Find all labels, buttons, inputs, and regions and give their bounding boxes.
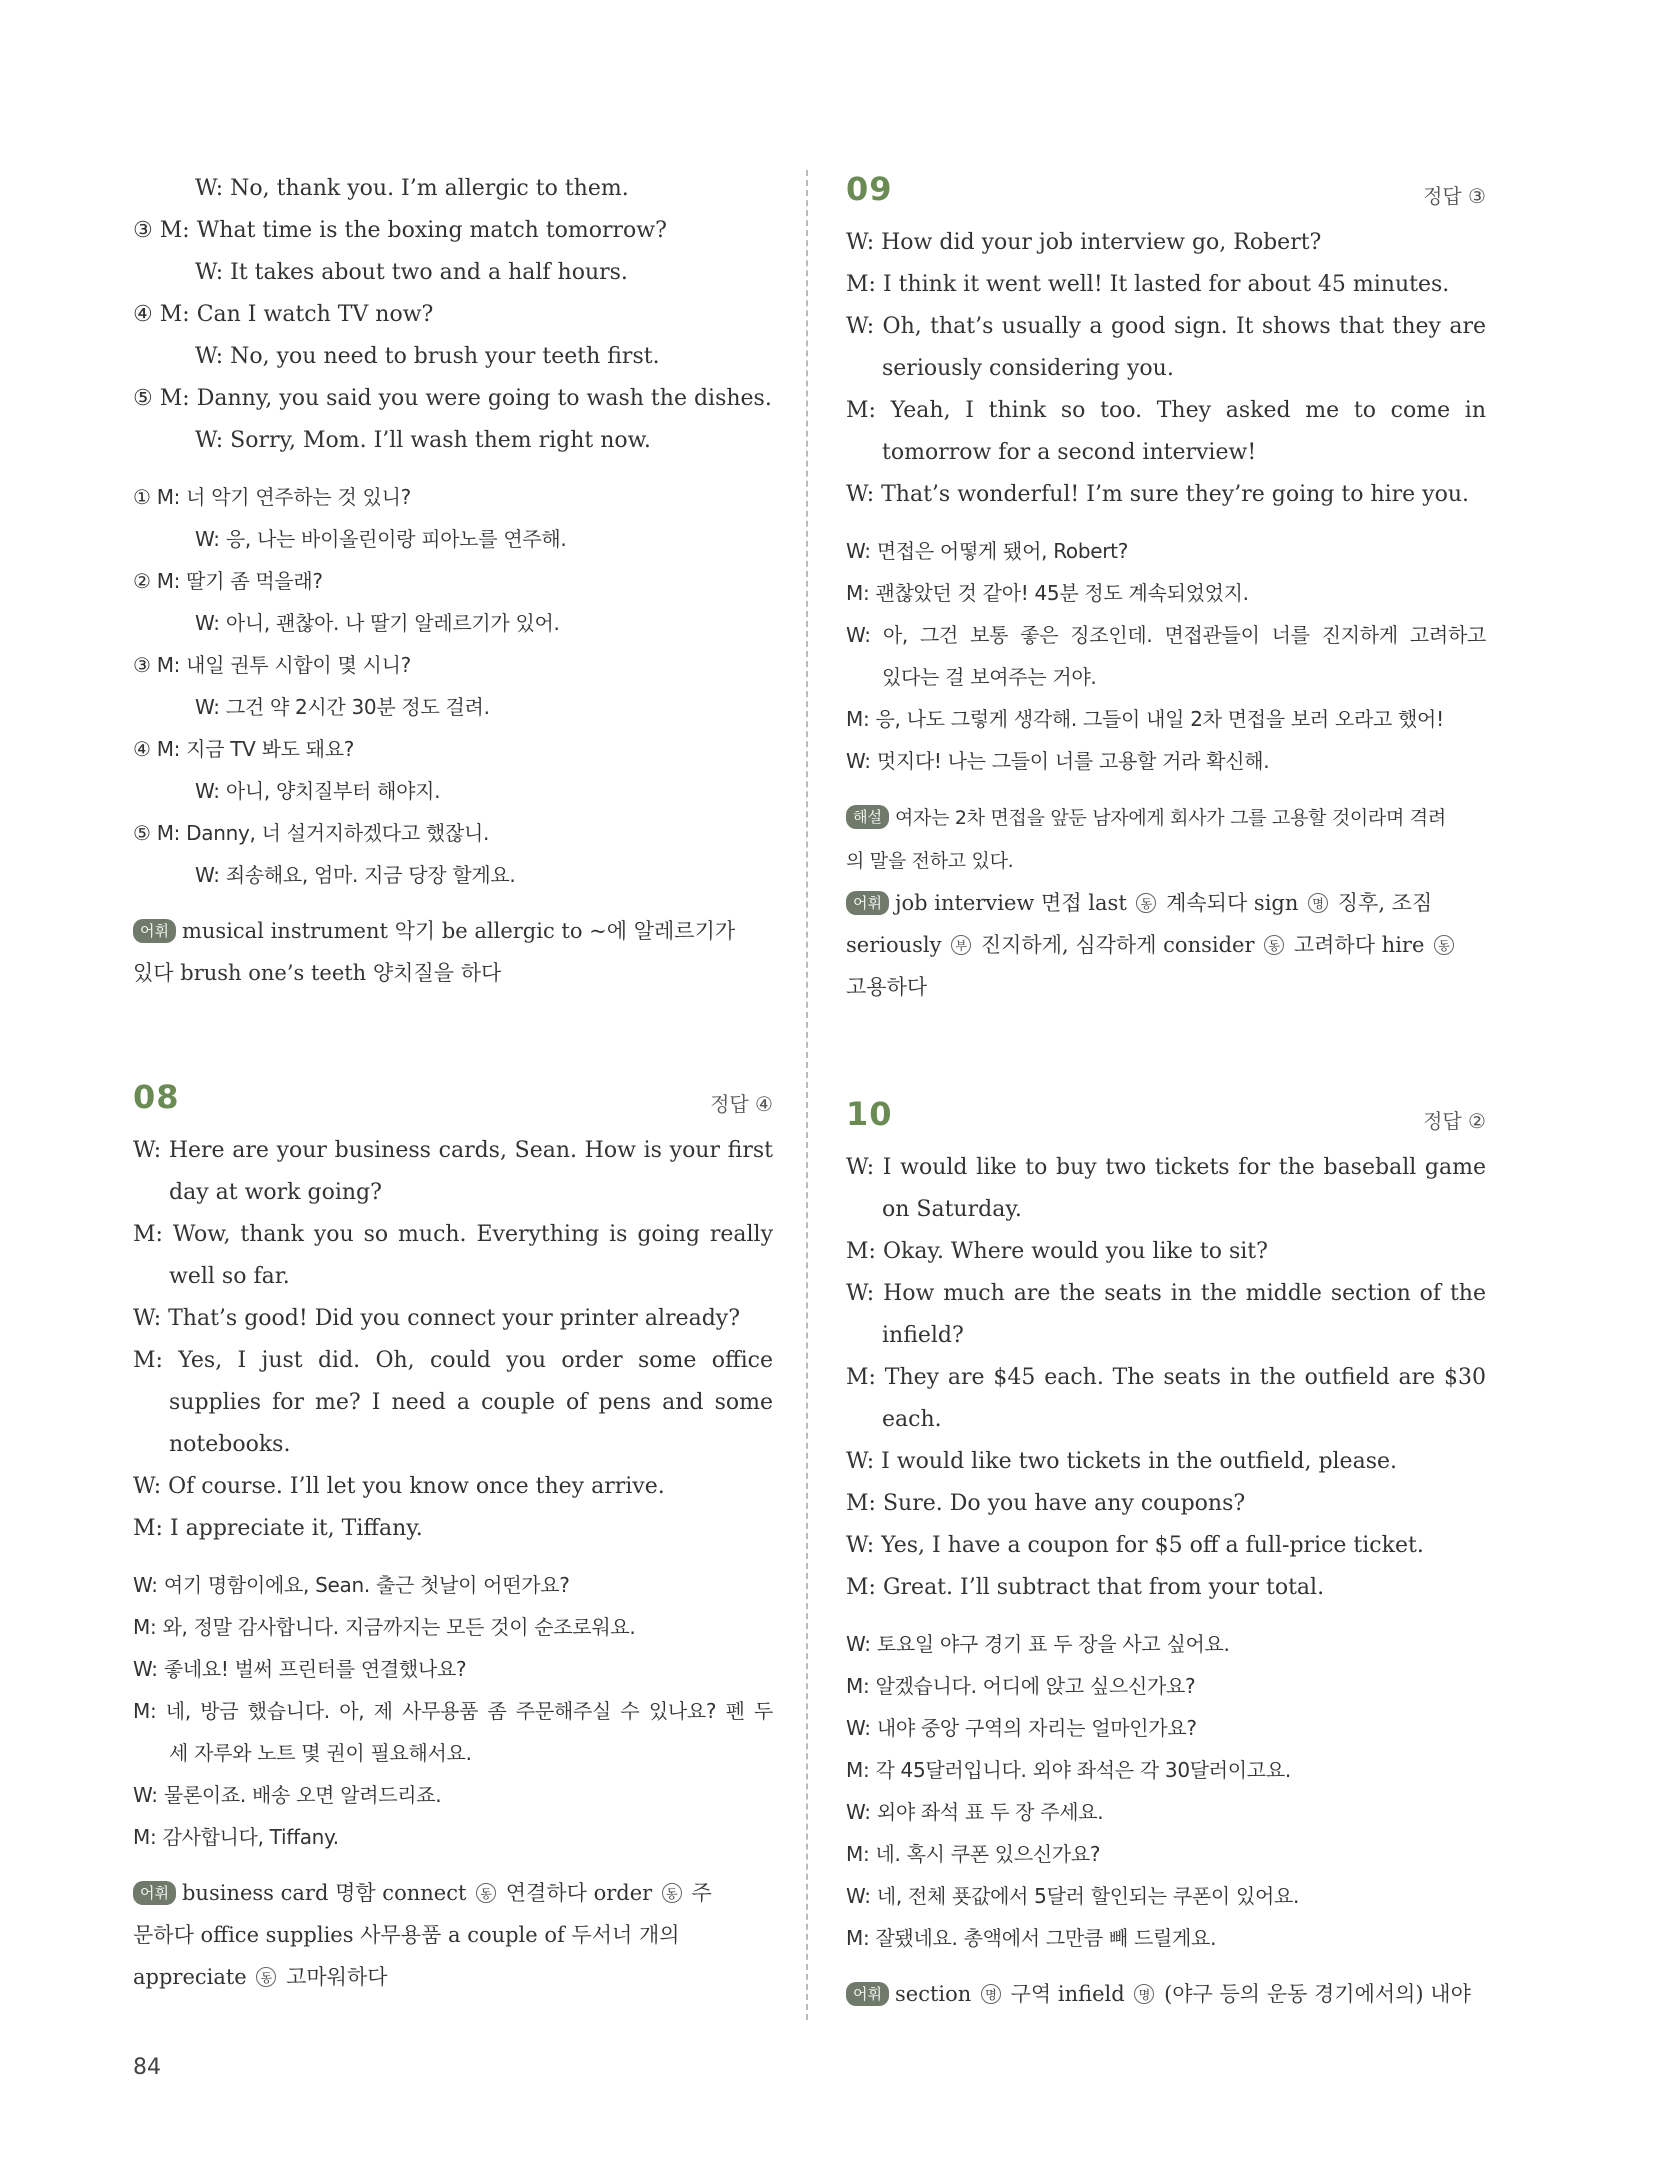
dialogue-line: [846, 614, 1486, 656]
option-number: ③: [133, 653, 151, 677]
speaker-label: M:: [133, 1516, 163, 1541]
explain-text: 의 말을 전하고 있다.: [846, 850, 1014, 872]
vocab-text: 구역 infield: [1003, 1982, 1132, 2006]
vocab-text: 주: [684, 1881, 712, 1905]
dialogue-text: Yeah, I think so too. They asked me to come in: [890, 398, 1486, 423]
dialogue-line: [133, 1648, 773, 1690]
dialogue-line: [133, 854, 773, 896]
dialogue-text: 알겠습니다. 어디에 앉고 싶으신가요?: [875, 1674, 1196, 1698]
dialogue-text: What time is the boxing match tomorrow?: [196, 218, 667, 243]
vocab-text: seriously: [846, 933, 949, 957]
option-number: ④: [133, 302, 153, 327]
speaker-label: M:: [846, 1575, 876, 1600]
dialogue-line: [133, 1466, 773, 1508]
speaker-label: W:: [846, 1884, 871, 1908]
dialogue-text: 네, 방금 했습니다. 아, 제 사무용품 좀 주문해주실 수 있나요? 펜 두: [165, 1699, 773, 1723]
dialogue-text: notebooks.: [169, 1432, 291, 1457]
question-number: 10: [846, 1095, 893, 1133]
dialogue-text: 세 자루와 노트 몇 권이 필요해서요.: [169, 1741, 472, 1765]
speaker-label: W:: [195, 428, 224, 453]
speaker-label: M:: [159, 218, 190, 243]
dialogue-line: [846, 698, 1486, 740]
speaker-label: W:: [133, 1657, 158, 1681]
vocab-text: job interview 면접 last: [894, 891, 1134, 915]
dialogue-line: [846, 530, 1486, 572]
dialogue-line: [133, 1214, 773, 1256]
dialogue-text: 좋네요! 벌써 프린터를 연결했나요?: [163, 1657, 467, 1681]
dialogue-line: [133, 1340, 773, 1382]
dialogue-text: Oh, that’s usually a good sign. It shows that they are: [882, 314, 1486, 339]
dialogue-text: 면접은 어떻게 됐어, Robert?: [876, 539, 1129, 563]
dialogue-line: [133, 1816, 773, 1858]
dialogue-line: [133, 728, 773, 770]
option-number: ④: [133, 737, 151, 761]
dialogue-line: [133, 686, 773, 728]
dialogue-text: 아니, 괜찮아. 나 딸기 알레르기가 있어.: [225, 611, 560, 635]
speaker-label: W:: [133, 1306, 162, 1331]
speaker-label: M:: [156, 485, 181, 509]
speaker-label: W:: [846, 314, 875, 339]
dialogue-line-continued: [846, 1399, 1486, 1441]
noun-mark: 명: [981, 1984, 1001, 2004]
q08-vocabulary: [133, 1872, 773, 1998]
dialogue-line-continued: [846, 432, 1486, 474]
q07-vocabulary: [133, 910, 773, 994]
dialogue-text: No, you need to brush your teeth first.: [230, 344, 660, 369]
dialogue-text: 있다는 걸 보여주는 거야.: [882, 665, 1097, 689]
dialogue-text: 응, 나도 그렇게 생각해. 그들이 내일 2차 면접을 보러 오라고 했어!: [875, 707, 1444, 731]
dialogue-line: [846, 1441, 1486, 1483]
speaker-label: M:: [846, 398, 876, 423]
speaker-label: W:: [846, 1155, 875, 1180]
dialogue-line: [846, 1567, 1486, 1609]
speaker-label: W:: [846, 1281, 875, 1306]
dialogue-text: 아, 그건 보통 좋은 징조인데. 면접관들이 너를 진지하게 고려하고: [882, 623, 1486, 647]
dialogue-text: 괜찮았던 것 같아! 45분 정도 계속되었었지.: [875, 581, 1249, 605]
dialogue-line: [133, 1130, 773, 1172]
speaker-label: W:: [195, 260, 224, 285]
dialogue-text: 내야 중앙 구역의 자리는 얼마인가요?: [876, 1716, 1197, 1740]
dialogue-text: tomorrow for a second interview!: [882, 440, 1257, 465]
dialogue-line-continued: [846, 656, 1486, 698]
speaker-label: M:: [133, 1222, 163, 1247]
dialogue-text: I would like two tickets in the outfield, please.: [881, 1449, 1397, 1474]
vocab-text: 고려하다 hire: [1287, 933, 1432, 957]
q09-english-script: [846, 222, 1486, 516]
vocab-text: business card 명함 connect: [181, 1881, 474, 1905]
explain-text: 여자는 2차 면접을 앞둔 남자에게 회사가 그를 고용할 것이라며 격려: [894, 807, 1446, 829]
answer-label: 정답 ④: [710, 1092, 773, 1116]
speaker-label: M:: [133, 1699, 157, 1723]
dialogue-line: [133, 1690, 773, 1732]
dialogue-text: 그건 약 2시간 30분 정도 걸려.: [225, 695, 490, 719]
speaker-label: W:: [195, 176, 224, 201]
dialogue-line: [846, 1833, 1486, 1875]
dialogue-line: [133, 294, 773, 336]
option-number: ⑤: [133, 821, 151, 845]
verb-mark: 동: [1434, 935, 1454, 955]
dialogue-line: [133, 420, 773, 462]
dialogue-line: [133, 644, 773, 686]
speaker-label: M:: [846, 1365, 876, 1390]
q09-explanation: [846, 796, 1486, 882]
dialogue-text: How did your job interview go, Robert?: [881, 230, 1322, 255]
dialogue-line-continued: [846, 348, 1486, 390]
dialogue-text: 죄송해요, 엄마. 지금 당장 할게요.: [225, 863, 516, 887]
speaker-label: W:: [846, 1632, 871, 1656]
speaker-label: W:: [846, 1449, 875, 1474]
dialogue-text: Yes, I have a coupon for $5 off a full-price ticket.: [881, 1533, 1424, 1558]
q10-english-script: [846, 1147, 1486, 1609]
dialogue-text: seriously considering you.: [882, 356, 1174, 381]
dialogue-text: 네. 혹시 쿠폰 있으신가요?: [875, 1842, 1101, 1866]
speaker-label: W:: [195, 527, 220, 551]
option-number: ③: [133, 218, 153, 243]
dialogue-text: Of course. I’ll let you know once they arrive.: [168, 1474, 665, 1499]
dialogue-text: Can I watch TV now?: [196, 302, 434, 327]
dialogue-text: 딸기 좀 먹을래?: [186, 569, 323, 593]
vocab-tag: 어휘: [133, 1881, 176, 1905]
option-number: ②: [133, 569, 151, 593]
dialogue-line-continued: [133, 1256, 773, 1298]
dialogue-text: It takes about two and a half hours.: [230, 260, 628, 285]
q10-korean-script: [846, 1623, 1486, 1959]
vocab-text: 있다 brush one’s teeth 양치질을 하다: [133, 961, 502, 985]
dialogue-text: well so far.: [169, 1264, 290, 1289]
verb-mark: 동: [662, 1883, 682, 1903]
dialogue-line: [846, 390, 1486, 432]
question-number: 08: [133, 1078, 180, 1116]
dialogue-line: [133, 1508, 773, 1550]
dialogue-line: [133, 602, 773, 644]
dialogue-line: [133, 1774, 773, 1816]
dialogue-line: [133, 210, 773, 252]
q07-korean-script: [133, 476, 773, 896]
q09-section: [846, 170, 1486, 1008]
verb-mark: 동: [256, 1967, 276, 1987]
vocab-tag: 어휘: [133, 919, 176, 943]
dialogue-line: [133, 252, 773, 294]
dialogue-line: [846, 1665, 1486, 1707]
dialogue-text: Sorry, Mom. I’ll wash them right now.: [230, 428, 651, 453]
speaker-label: M:: [846, 581, 870, 605]
q10-header: [846, 1095, 1486, 1143]
vocab-text: musical instrument 악기 be allergic to ~에 알레르기가: [181, 919, 736, 943]
vocab-text: 고마워하다: [279, 1965, 388, 1989]
vocab-text: 문하다 office supplies 사무용품 a couple of 두서너 개의: [133, 1923, 680, 1947]
question-number: 09: [846, 170, 893, 208]
speaker-label: W:: [133, 1474, 162, 1499]
dialogue-text: on Saturday.: [882, 1197, 1022, 1222]
dialogue-line: [846, 474, 1486, 516]
dialogue-line-continued: [133, 1382, 773, 1424]
dialogue-line-continued: [846, 1189, 1486, 1231]
dialogue-line: [846, 572, 1486, 614]
dialogue-line: [133, 168, 773, 210]
answer-label: 정답 ②: [1423, 1109, 1486, 1133]
dialogue-text: No, thank you. I’m allergic to them.: [230, 176, 629, 201]
dialogue-line: [133, 378, 773, 420]
dialogue-line: [846, 1623, 1486, 1665]
dialogue-line-continued: [133, 1732, 773, 1774]
speaker-label: W:: [195, 344, 224, 369]
vocab-tag: 어휘: [846, 891, 889, 915]
dialogue-line: [846, 1483, 1486, 1525]
dialogue-line: [846, 1273, 1486, 1315]
q10-section: [846, 1095, 1486, 2015]
verb-mark: 동: [476, 1883, 496, 1903]
speaker-label: W:: [846, 1533, 875, 1558]
q08-english-script: [133, 1130, 773, 1550]
dialogue-line: [846, 1749, 1486, 1791]
dialogue-text: 각 45달러입니다. 외야 좌석은 각 30달러이고요.: [875, 1758, 1291, 1782]
noun-mark: 명: [1308, 893, 1328, 913]
dialogue-text: Okay. Where would you like to sit?: [882, 1239, 1268, 1264]
q08-section: [133, 1078, 773, 1998]
speaker-label: M:: [133, 1615, 157, 1639]
dialogue-line-continued: [133, 1172, 773, 1214]
q08-header: [133, 1078, 773, 1126]
speaker-label: W:: [195, 695, 220, 719]
speaker-label: M:: [846, 1758, 870, 1782]
speaker-label: M:: [846, 1842, 870, 1866]
dialogue-text: I think it went well! It lasted for about 45 minutes.: [882, 272, 1450, 297]
dialogue-text: 여기 명함이에요, Sean. 출근 첫날이 어떤가요?: [163, 1573, 570, 1597]
dialogue-line-continued: [133, 1424, 773, 1466]
dialogue-text: 와, 정말 감사합니다. 지금까지는 모든 것이 순조로워요.: [162, 1615, 636, 1639]
dialogue-line: [846, 222, 1486, 264]
dialogue-text: Sure. Do you have any coupons?: [882, 1491, 1246, 1516]
dialogue-text: That’s wonderful! I’m sure they’re going to hire you.: [881, 482, 1470, 507]
dialogue-line: [846, 1231, 1486, 1273]
dialogue-text: Danny, 너 설거지하겠다고 했잖니.: [186, 821, 490, 845]
verb-mark: 동: [1264, 935, 1284, 955]
dialogue-text: Wow, thank you so much. Everything is going really: [172, 1222, 773, 1247]
dialogue-text: 아니, 양치질부터 해야지.: [225, 779, 441, 803]
speaker-label: M:: [846, 1674, 870, 1698]
dialogue-text: 멋지다! 나는 그들이 너를 고용할 거라 확신해.: [876, 749, 1270, 773]
speaker-label: W:: [846, 539, 871, 563]
dialogue-text: 감사합니다, Tiffany.: [162, 1825, 339, 1849]
speaker-label: W:: [133, 1783, 158, 1807]
dialogue-line: [133, 476, 773, 518]
dialogue-line: [133, 1606, 773, 1648]
speaker-label: M:: [846, 1491, 876, 1516]
dialogue-line: [846, 1875, 1486, 1917]
dialogue-text: Danny, you said you were going to wash the dishes.: [196, 386, 772, 411]
dialogue-text: day at work going?: [169, 1180, 382, 1205]
vocab-tag: 어휘: [846, 1982, 889, 2006]
speaker-label: W:: [195, 863, 220, 887]
dialogue-line: [846, 1525, 1486, 1567]
dialogue-text: They are $45 each. The seats in the outfield are $30: [884, 1365, 1486, 1390]
dialogue-line: [846, 306, 1486, 348]
dialogue-line: [133, 812, 773, 854]
dialogue-line: [846, 1707, 1486, 1749]
dialogue-text: 너 악기 연주하는 것 있니?: [186, 485, 411, 509]
adverb-mark: 부: [951, 935, 971, 955]
dialogue-text: 물론이죠. 배송 오면 알려드리죠.: [163, 1783, 442, 1807]
speaker-label: M:: [159, 302, 190, 327]
page-number: 84: [133, 2055, 161, 2080]
q07-continuation: [133, 168, 773, 994]
speaker-label: M:: [846, 1926, 870, 1950]
vocab-text: (야구 등의 운동 경기에서의) 내야: [1157, 1982, 1471, 2006]
speaker-label: W:: [846, 1716, 871, 1740]
speaker-label: W:: [846, 749, 871, 773]
dialogue-text: 지금 TV 봐도 돼요?: [186, 737, 355, 761]
speaker-label: W:: [133, 1573, 158, 1597]
vocab-text: appreciate: [133, 1965, 254, 1989]
dialogue-line: [846, 1357, 1486, 1399]
vocab-text: 연결하다 order: [499, 1881, 659, 1905]
vocab-text: 계속되다 sign: [1159, 891, 1306, 915]
speaker-label: W:: [846, 623, 871, 647]
speaker-label: M:: [156, 569, 181, 593]
dialogue-line: [846, 1917, 1486, 1959]
noun-mark: 명: [1134, 1984, 1154, 2004]
speaker-label: W:: [846, 230, 875, 255]
dialogue-text: each.: [882, 1407, 942, 1432]
option-number: ⑤: [133, 386, 153, 411]
dialogue-line: [846, 264, 1486, 306]
dialogue-text: 토요일 야구 경기 표 두 장을 사고 싶어요.: [876, 1632, 1230, 1656]
dialogue-line-continued: [846, 1315, 1486, 1357]
q10-vocabulary: [846, 1973, 1486, 2015]
vocab-text: 고용하다: [846, 975, 928, 999]
dialogue-text: 잘됐네요. 총액에서 그만큼 빼 드릴게요.: [875, 1926, 1217, 1950]
vocab-text: section: [894, 1982, 978, 2006]
speaker-label: W:: [846, 482, 875, 507]
speaker-label: M:: [156, 737, 181, 761]
verb-mark: 동: [1136, 893, 1156, 913]
dialogue-line: [133, 518, 773, 560]
speaker-label: M:: [156, 821, 181, 845]
dialogue-line: [133, 336, 773, 378]
dialogue-text: Here are your business cards, Sean. How is your first: [168, 1138, 773, 1163]
dialogue-text: infield?: [882, 1323, 964, 1348]
speaker-label: W:: [195, 611, 220, 635]
dialogue-line: [846, 1791, 1486, 1833]
q07-english-script: [133, 168, 773, 462]
dialogue-text: supplies for me? I need a couple of pens and some: [169, 1390, 773, 1415]
speaker-label: M:: [846, 272, 876, 297]
speaker-label: M:: [156, 653, 181, 677]
dialogue-line: [133, 560, 773, 602]
speaker-label: W:: [846, 1800, 871, 1824]
dialogue-line: [133, 1298, 773, 1340]
dialogue-text: Great. I’ll subtract that from your total.: [882, 1575, 1325, 1600]
explain-tag: 해설: [846, 805, 889, 829]
dialogue-text: Yes, I just did. Oh, could you order some office: [178, 1348, 773, 1373]
dialogue-line: [133, 770, 773, 812]
dialogue-text: 내일 권투 시합이 몇 시니?: [186, 653, 411, 677]
q08-korean-script: [133, 1564, 773, 1858]
vocab-text: 징후, 조짐: [1331, 891, 1433, 915]
speaker-label: M:: [133, 1825, 157, 1849]
dialogue-text: 외야 좌석 표 두 장 주세요.: [876, 1800, 1104, 1824]
dialogue-text: 네, 전체 푯값에서 5달러 할인되는 쿠폰이 있어요.: [876, 1884, 1300, 1908]
q09-vocabulary: [846, 882, 1486, 1008]
speaker-label: M:: [846, 1239, 876, 1264]
dialogue-text: I appreciate it, Tiffany.: [169, 1516, 423, 1541]
column-divider: [806, 170, 808, 2020]
dialogue-text: I would like to buy two tickets for the baseball game: [882, 1155, 1486, 1180]
q09-korean-script: [846, 530, 1486, 782]
speaker-label: W:: [133, 1138, 162, 1163]
dialogue-text: 응, 나는 바이올린이랑 피아노를 연주해.: [225, 527, 567, 551]
speaker-label: M:: [159, 386, 190, 411]
speaker-label: W:: [195, 779, 220, 803]
dialogue-line: [846, 1147, 1486, 1189]
answer-label: 정답 ③: [1423, 184, 1486, 208]
speaker-label: M:: [133, 1348, 163, 1373]
option-number: ①: [133, 485, 151, 509]
q09-header: [846, 170, 1486, 218]
vocab-text: 진지하게, 심각하게 consider: [974, 933, 1262, 957]
dialogue-line: [133, 1564, 773, 1606]
speaker-label: M:: [846, 707, 870, 731]
dialogue-text: That’s good! Did you connect your printer already?: [168, 1306, 740, 1331]
dialogue-text: How much are the seats in the middle section of the: [883, 1281, 1486, 1306]
dialogue-line: [846, 740, 1486, 782]
